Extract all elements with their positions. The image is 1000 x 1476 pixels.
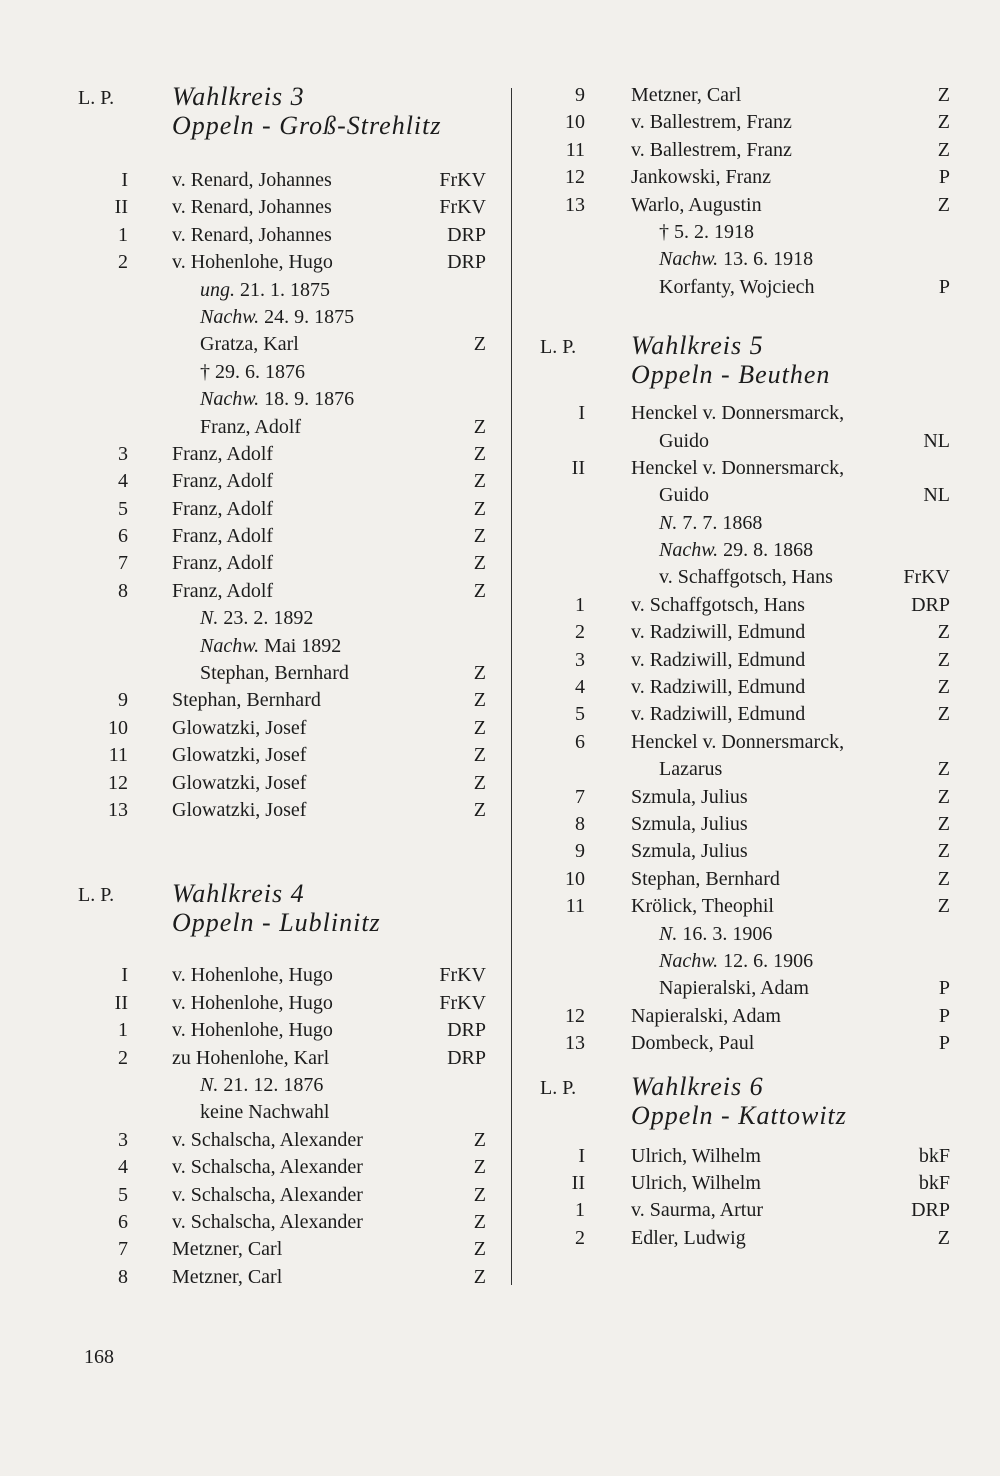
- table-row: [520, 948, 950, 975]
- member-name: Henckel v. Donnersmarck,: [631, 402, 845, 425]
- table-row: [78, 523, 498, 550]
- lp-label: L. P.: [78, 87, 115, 109]
- member-name: Franz, Adolf: [172, 442, 274, 465]
- member-name: zu Hohenlohe, Karl: [172, 1046, 330, 1069]
- party-label: Z: [937, 111, 950, 134]
- member-name: Metzner, Carl: [631, 84, 742, 106]
- table-row: [78, 1127, 498, 1154]
- member-name: v. Radziwill, Edmund: [631, 676, 806, 699]
- legislative-period: 9: [118, 689, 128, 712]
- legislative-period: 4: [575, 676, 585, 699]
- table-row: [520, 428, 950, 455]
- member-name: Franz, Adolf: [172, 579, 274, 602]
- member-name: N. 21. 12. 1876: [200, 1073, 324, 1096]
- table-rows-wk6: [520, 1143, 950, 1253]
- table-row: [78, 1154, 498, 1181]
- table-row: [520, 246, 950, 273]
- member-name: Nachw. 13. 6. 1918: [659, 248, 814, 271]
- member-name: v. Renard, Johannes: [172, 196, 332, 219]
- left-column: [78, 82, 498, 1291]
- table-row: [520, 482, 950, 509]
- table-row: [78, 742, 498, 769]
- table-row: [78, 962, 498, 989]
- legislative-period: 1: [575, 593, 585, 616]
- table-row: [520, 1170, 950, 1197]
- legislative-period: 10: [108, 716, 128, 739]
- table-row: [520, 893, 950, 920]
- page-number: 168: [84, 1346, 114, 1368]
- legislative-period: 4: [118, 470, 128, 493]
- party-label: FrKV: [439, 964, 486, 987]
- table-row: [78, 770, 498, 797]
- legislative-period: 3: [575, 648, 585, 671]
- member-name: N. 16. 3. 1906: [659, 922, 773, 945]
- party-label: DRP: [911, 1199, 950, 1222]
- table-row: [520, 975, 950, 1002]
- legislative-period: 1: [118, 223, 128, 246]
- legislative-period: 5: [118, 1183, 128, 1206]
- party-label: Z: [937, 676, 950, 699]
- table-row: [78, 578, 498, 605]
- party-label: DRP: [911, 593, 950, 616]
- member-name: v. Radziwill, Edmund: [631, 648, 806, 671]
- legislative-period: 8: [575, 812, 585, 835]
- party-label: Z: [937, 648, 950, 671]
- member-name: Ulrich, Wilhelm: [631, 1171, 761, 1194]
- member-name: Guido: [659, 429, 709, 452]
- member-name: Guido: [659, 484, 709, 507]
- party-label: Z: [473, 771, 486, 794]
- legislative-period: II: [114, 991, 128, 1014]
- member-name: Stephan, Bernhard: [631, 867, 780, 890]
- legislative-period: 12: [108, 771, 128, 794]
- member-name: v. Schalscha, Alexander: [172, 1156, 363, 1179]
- constituency-title: Wahlkreis 5: [631, 331, 764, 361]
- party-label: Z: [937, 867, 950, 890]
- table-row: [520, 866, 950, 893]
- party-label: FrKV: [439, 991, 486, 1014]
- legislative-period: 8: [118, 1265, 128, 1288]
- party-label: P: [938, 166, 950, 189]
- constituency-title: Wahlkreis 3: [172, 82, 305, 111]
- member-name: Gratza, Karl: [200, 333, 299, 356]
- legislative-period: I: [578, 402, 585, 425]
- table-row: [78, 277, 498, 304]
- legislative-period: 11: [565, 895, 585, 918]
- legislative-period: 13: [108, 798, 128, 821]
- constituency-region: Oppeln - Groß-Strehlitz: [172, 111, 442, 140]
- table-row: [520, 674, 950, 701]
- party-label: Z: [473, 1156, 486, 1179]
- table-row: [520, 592, 950, 619]
- member-name: v. Schaffgotsch, Hans: [659, 566, 833, 589]
- member-name: N. 23. 2. 1892: [200, 607, 314, 630]
- lp-label: L. P.: [78, 884, 115, 907]
- party-label: Z: [473, 798, 486, 821]
- table-row: [520, 1143, 950, 1170]
- table-row: [78, 1017, 498, 1044]
- legislative-period: II: [114, 196, 128, 219]
- table-row: [520, 1030, 950, 1057]
- party-label: P: [938, 275, 950, 298]
- table-row: [78, 359, 498, 386]
- party-label: bkF: [918, 1171, 950, 1194]
- legislative-period: 7: [118, 1238, 128, 1261]
- member-name: v. Schalscha, Alexander: [172, 1128, 363, 1151]
- legislative-period: 4: [118, 1156, 128, 1179]
- party-label: Z: [473, 1265, 486, 1288]
- table-row: [78, 605, 498, 632]
- table-row: [78, 715, 498, 742]
- party-label: Z: [473, 579, 486, 602]
- party-label: Z: [473, 497, 486, 520]
- table-row: [78, 249, 498, 276]
- table-row: [78, 1209, 498, 1236]
- member-name: Szmula, Julius: [631, 840, 748, 863]
- party-label: Z: [937, 193, 950, 216]
- member-name: Nachw. 18. 9. 1876: [200, 388, 355, 411]
- table-row: [520, 1197, 950, 1224]
- party-label: P: [938, 1004, 950, 1027]
- member-name: Szmula, Julius: [631, 785, 748, 808]
- party-label: Z: [473, 1183, 486, 1206]
- table-row: [520, 400, 950, 427]
- table-row: [78, 687, 498, 714]
- party-label: Z: [473, 525, 486, 548]
- legislative-period: II: [571, 1171, 585, 1194]
- table-row: [78, 414, 498, 441]
- table-row: [78, 1099, 498, 1126]
- party-label: Z: [473, 470, 486, 493]
- table-row: [520, 756, 950, 783]
- member-name: Warlo, Augustin: [631, 193, 762, 216]
- lp-label: L. P.: [540, 1076, 577, 1099]
- legislative-period: 3: [118, 442, 128, 465]
- member-name: v. Hohenlohe, Hugo: [172, 251, 333, 274]
- party-label: Z: [937, 138, 950, 161]
- legislative-period: I: [121, 169, 128, 191]
- lp-label: L. P.: [540, 336, 577, 359]
- member-name: † 5. 2. 1918: [659, 220, 754, 243]
- table-row: [78, 990, 498, 1017]
- table-row: [78, 550, 498, 577]
- party-label: Z: [473, 333, 486, 356]
- legislative-period: 9: [575, 84, 585, 106]
- party-label: DRP: [447, 1046, 486, 1069]
- constituency-region: Oppeln - Beuthen: [631, 360, 831, 390]
- table-row: [520, 784, 950, 811]
- legislative-period: 2: [118, 1046, 128, 1069]
- member-name: v. Saurma, Artur: [631, 1199, 764, 1222]
- party-label: FrKV: [903, 566, 950, 589]
- party-label: NL: [923, 429, 950, 452]
- party-label: Z: [937, 840, 950, 863]
- party-label: bkF: [918, 1144, 950, 1167]
- table-row: [520, 701, 950, 728]
- table-row: [78, 660, 498, 687]
- table-row: [78, 222, 498, 249]
- table-row: [520, 510, 950, 537]
- member-name: N. 7. 7. 1868: [659, 511, 763, 534]
- member-name: Glowatzki, Josef: [172, 798, 307, 821]
- legislative-period: 7: [118, 552, 128, 575]
- party-label: Z: [937, 812, 950, 835]
- legislative-period: 9: [575, 840, 585, 863]
- member-name: v. Renard, Johannes: [172, 223, 332, 246]
- table-row: [78, 441, 498, 468]
- party-label: P: [938, 1032, 950, 1055]
- member-name: Nachw. 24. 9. 1875: [200, 305, 355, 328]
- party-label: DRP: [447, 1019, 486, 1042]
- member-name: Glowatzki, Josef: [172, 716, 307, 739]
- party-label: Z: [473, 1210, 486, 1233]
- member-name: Stephan, Bernhard: [200, 662, 349, 685]
- legislative-period: 2: [575, 621, 585, 644]
- party-label: Z: [473, 415, 486, 438]
- table-row: [78, 496, 498, 523]
- member-name: v. Radziwill, Edmund: [631, 703, 806, 726]
- table-rows-wk4-continued: [520, 82, 950, 301]
- table-row: [78, 331, 498, 358]
- constituency-header-6: [520, 1072, 950, 1130]
- legislative-period: 6: [575, 730, 585, 753]
- party-label: FrKV: [439, 169, 486, 191]
- party-label: Z: [473, 442, 486, 465]
- member-name: Napieralski, Adam: [631, 1004, 781, 1027]
- party-label: Z: [937, 703, 950, 726]
- member-name: v. Ballestrem, Franz: [631, 138, 792, 161]
- constituency-title: Wahlkreis 4: [172, 879, 305, 909]
- table-row: [520, 1003, 950, 1030]
- table-row: [520, 729, 950, 756]
- table-row: [78, 167, 498, 194]
- table-row: [78, 304, 498, 331]
- legislative-period: 13: [565, 193, 585, 216]
- member-name: Henckel v. Donnersmarck,: [631, 456, 845, 479]
- legislative-period: 10: [565, 867, 585, 890]
- party-label: Z: [473, 552, 486, 575]
- table-row: [520, 82, 950, 109]
- party-label: Z: [473, 689, 486, 712]
- member-name: Napieralski, Adam: [659, 977, 809, 1000]
- table-row: [520, 109, 950, 136]
- legislative-period: 8: [118, 579, 128, 602]
- table-row: [520, 455, 950, 482]
- table-row: [520, 219, 950, 246]
- legislative-period: 2: [118, 251, 128, 274]
- party-label: Z: [473, 1128, 486, 1151]
- table-row: [78, 468, 498, 495]
- member-name: Szmula, Julius: [631, 812, 748, 835]
- table-row: [520, 137, 950, 164]
- member-name: v. Schalscha, Alexander: [172, 1210, 363, 1233]
- member-name: Henckel v. Donnersmarck,: [631, 730, 845, 753]
- party-label: Z: [937, 758, 950, 781]
- party-label: NL: [923, 484, 950, 507]
- table-row: [520, 838, 950, 865]
- legislative-period: II: [571, 456, 585, 479]
- member-name: ung. 21. 1. 1875: [200, 278, 330, 301]
- party-label: Z: [473, 716, 486, 739]
- table-row: [520, 537, 950, 564]
- party-label: Z: [937, 621, 950, 644]
- legislative-period: 3: [118, 1128, 128, 1151]
- table-row: [520, 1225, 950, 1252]
- constituency-header-5: [520, 331, 950, 389]
- table-row: [78, 386, 498, 413]
- table-row: [78, 1264, 498, 1291]
- member-name: † 29. 6. 1876: [200, 360, 305, 383]
- table-row: [78, 797, 498, 824]
- member-name: Edler, Ludwig: [631, 1226, 746, 1249]
- legislative-period: 10: [565, 111, 585, 134]
- member-name: v. Schalscha, Alexander: [172, 1183, 363, 1206]
- member-name: Glowatzki, Josef: [172, 771, 307, 794]
- legislative-period: 7: [575, 785, 585, 808]
- table-rows-wk3: [78, 167, 498, 824]
- member-name: Metzner, Carl: [172, 1265, 283, 1288]
- member-name: keine Nachwahl: [200, 1101, 330, 1124]
- member-name: Ulrich, Wilhelm: [631, 1144, 761, 1167]
- party-label: Z: [473, 662, 486, 685]
- member-name: v. Hohenlohe, Hugo: [172, 991, 333, 1014]
- member-name: Metzner, Carl: [172, 1238, 283, 1261]
- member-name: Franz, Adolf: [172, 552, 274, 575]
- member-name: Korfanty, Wojciech: [659, 275, 815, 298]
- legislative-period: I: [578, 1144, 585, 1167]
- party-label: DRP: [447, 223, 486, 246]
- party-label: Z: [937, 84, 950, 106]
- member-name: v. Hohenlohe, Hugo: [172, 1019, 333, 1042]
- legislative-period: 13: [565, 1032, 585, 1055]
- member-name: Franz, Adolf: [172, 470, 274, 493]
- constituency-header-4: [78, 879, 498, 937]
- party-label: Z: [937, 895, 950, 918]
- legislative-period: 12: [565, 166, 585, 189]
- table-row: [520, 564, 950, 591]
- member-name: Krölick, Theophil: [631, 895, 774, 918]
- legislative-period: 1: [575, 1199, 585, 1222]
- party-label: Z: [473, 1238, 486, 1261]
- table-row: [78, 1236, 498, 1263]
- table-row: [78, 1045, 498, 1072]
- table-rows-wk5: [520, 400, 950, 1057]
- member-name: v. Radziwill, Edmund: [631, 621, 806, 644]
- right-column: [520, 82, 950, 1252]
- table-row: [520, 921, 950, 948]
- member-name: v. Renard, Johannes: [172, 169, 332, 191]
- member-name: Nachw. 12. 6. 1906: [659, 949, 814, 972]
- table-row: [78, 1072, 498, 1099]
- constituency-region: Oppeln - Kattowitz: [631, 1100, 847, 1130]
- member-name: Franz, Adolf: [200, 415, 302, 438]
- member-name: Franz, Adolf: [172, 497, 274, 520]
- table-row: [520, 811, 950, 838]
- member-name: Stephan, Bernhard: [172, 689, 321, 712]
- party-label: FrKV: [439, 196, 486, 219]
- party-label: Z: [937, 785, 950, 808]
- legislative-period: 11: [108, 744, 128, 767]
- member-name: Jankowski, Franz: [631, 166, 771, 189]
- legislative-period: 2: [575, 1226, 585, 1249]
- constituency-title: Wahlkreis 6: [631, 1071, 764, 1101]
- member-name: Glowatzki, Josef: [172, 744, 307, 767]
- table-row: [78, 633, 498, 660]
- legislative-period: 5: [575, 703, 585, 726]
- member-name: Dombeck, Paul: [631, 1032, 755, 1055]
- member-name: Lazarus: [659, 758, 723, 781]
- table-rows-wk4: [78, 962, 498, 1291]
- member-name: Franz, Adolf: [172, 525, 274, 548]
- table-row: [520, 274, 950, 301]
- party-label: Z: [937, 1226, 950, 1249]
- legislative-period: 12: [565, 1004, 585, 1027]
- constituency-header-3: [78, 82, 498, 140]
- table-row: [520, 164, 950, 191]
- table-row: [78, 194, 498, 221]
- member-name: Nachw. 29. 8. 1868: [659, 539, 814, 562]
- table-row: [520, 619, 950, 646]
- legislative-period: 6: [118, 1210, 128, 1233]
- table-row: [520, 647, 950, 674]
- party-label: P: [938, 977, 950, 1000]
- column-divider: [511, 88, 512, 1285]
- party-label: Z: [473, 744, 486, 767]
- legislative-period: 5: [118, 497, 128, 520]
- constituency-region: Oppeln - Lublinitz: [172, 908, 381, 938]
- legislative-period: I: [121, 964, 128, 987]
- table-row: [78, 1182, 498, 1209]
- party-label: DRP: [447, 251, 486, 274]
- legislative-period: 1: [118, 1019, 128, 1042]
- table-row: [520, 192, 950, 219]
- member-name: v. Ballestrem, Franz: [631, 111, 792, 134]
- legislative-period: 11: [565, 138, 585, 161]
- legislative-period: 6: [118, 525, 128, 548]
- member-name: Nachw. Mai 1892: [200, 634, 342, 657]
- member-name: v. Hohenlohe, Hugo: [172, 964, 333, 987]
- member-name: v. Schaffgotsch, Hans: [631, 593, 805, 616]
